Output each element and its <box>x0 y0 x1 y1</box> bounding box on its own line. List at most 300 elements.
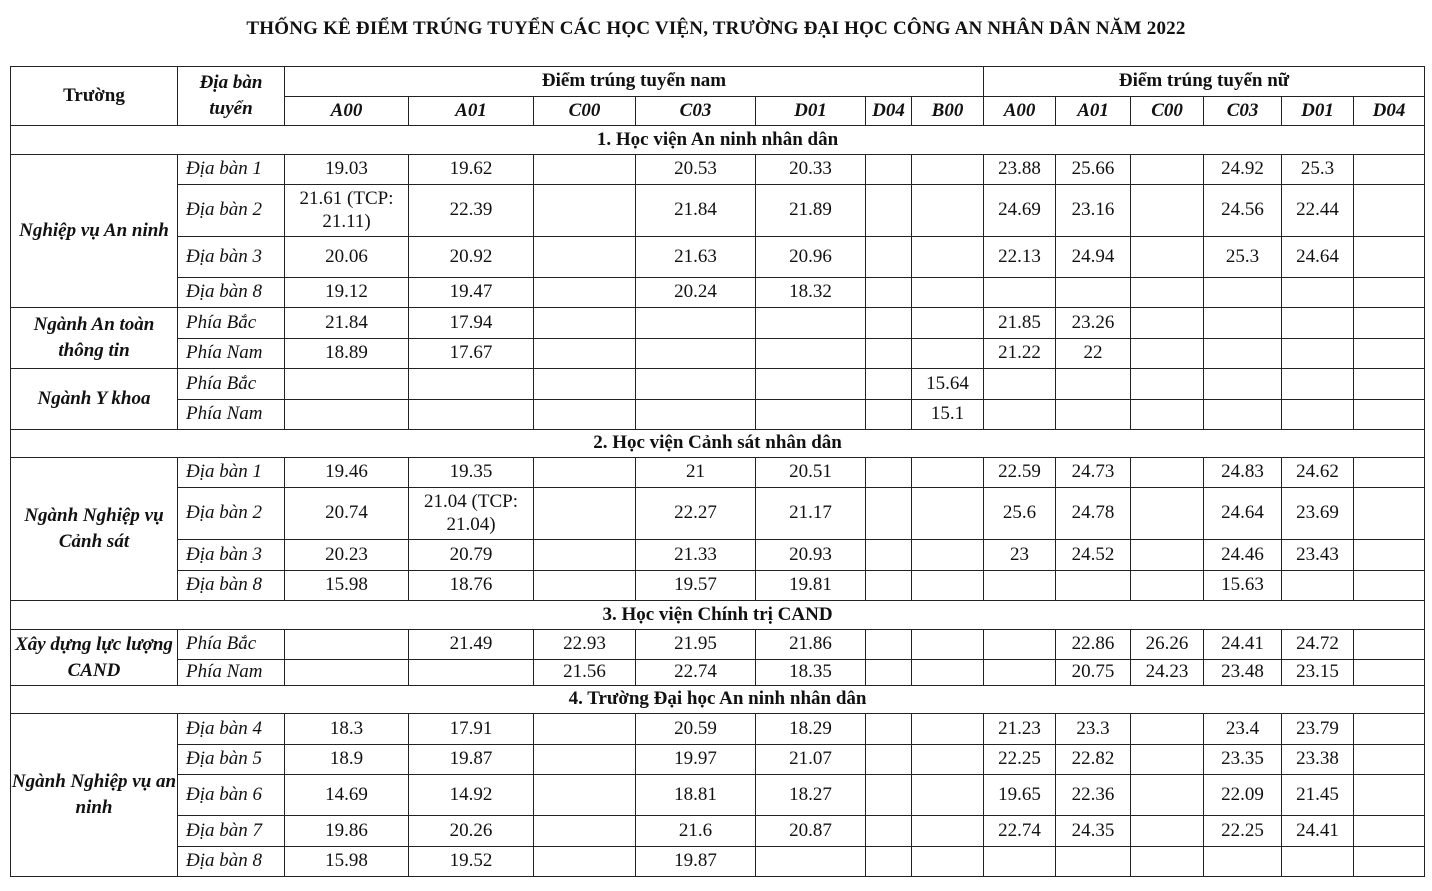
table-row <box>11 308 1425 339</box>
page-title: THỐNG KÊ ĐIỂM TRÚNG TUYỂN CÁC HỌC VIỆN, TRƯỜNG ĐẠI HỌC CÔNG AN NHÂN DÂN NĂM 2022 <box>246 18 1186 39</box>
male-score-cell: 21.33 <box>636 540 756 571</box>
female-score-cell <box>1282 847 1354 877</box>
male-score-cell: 18.76 <box>409 571 534 601</box>
female-score-cell: 24.92 <box>1204 155 1282 185</box>
region-cell: Địa bàn 3 <box>178 540 285 571</box>
female-score-cell <box>1131 571 1204 601</box>
table-row <box>11 540 1425 571</box>
table-row <box>11 745 1425 775</box>
male-score-cell <box>912 714 984 745</box>
female-score-cell <box>1204 400 1282 430</box>
female-score-cell: 25.3 <box>1204 237 1282 278</box>
female-score-cell: 23.88 <box>984 155 1056 185</box>
male-score-cell: 20.74 <box>285 488 409 540</box>
female-score-cell <box>1131 745 1204 775</box>
male-score-cell: 19.57 <box>636 571 756 601</box>
female-score-cell: 22.13 <box>984 237 1056 278</box>
male-score-cell <box>866 540 912 571</box>
table-row <box>11 571 1425 601</box>
school-name-cell: Ngành An toàn thông tin <box>11 308 178 369</box>
table-row <box>11 185 1425 237</box>
table-row <box>11 816 1425 847</box>
male-score-cell <box>866 775 912 816</box>
female-score-cell <box>1056 400 1131 430</box>
female-score-cell <box>1354 488 1425 540</box>
table-row <box>11 630 1425 660</box>
female-score-cell: 23.48 <box>1204 660 1282 686</box>
male-score-cell <box>912 660 984 686</box>
male-score-cell <box>534 458 636 488</box>
male-score-cell: 19.87 <box>636 847 756 877</box>
table-row <box>11 369 1425 400</box>
female-score-cell: 22.09 <box>1204 775 1282 816</box>
male-score-cell <box>756 308 866 339</box>
region-cell: Phía Bắc <box>178 369 285 400</box>
male-score-cell: 20.87 <box>756 816 866 847</box>
table-row <box>11 278 1425 308</box>
female-score-cell <box>1131 714 1204 745</box>
female-score-cell: 25.66 <box>1056 155 1131 185</box>
region-cell: Phía Bắc <box>178 308 285 339</box>
male-subject-code-header: D04 <box>866 97 912 126</box>
female-score-cell <box>1282 571 1354 601</box>
female-score-cell <box>1354 400 1425 430</box>
male-score-cell: 17.94 <box>409 308 534 339</box>
female-score-cell: 25.3 <box>1282 155 1354 185</box>
male-score-cell <box>534 185 636 237</box>
male-subject-code-header: C03 <box>636 97 756 126</box>
male-scores-header: Điểm trúng tuyển nam <box>285 67 984 97</box>
female-score-cell: 22.59 <box>984 458 1056 488</box>
female-score-cell: 22.25 <box>984 745 1056 775</box>
table-row <box>11 237 1425 278</box>
table-row <box>11 775 1425 816</box>
male-score-cell <box>912 816 984 847</box>
male-score-cell: 15.98 <box>285 571 409 601</box>
male-score-cell: 18.3 <box>285 714 409 745</box>
female-score-cell: 23 <box>984 540 1056 571</box>
male-score-cell: 20.93 <box>756 540 866 571</box>
table-row <box>11 847 1425 877</box>
region-cell: Địa bàn 8 <box>178 278 285 308</box>
female-score-cell <box>1131 775 1204 816</box>
female-score-cell <box>1131 458 1204 488</box>
male-score-cell: 20.51 <box>756 458 866 488</box>
region-cell: Phía Bắc <box>178 630 285 660</box>
female-score-cell: 24.69 <box>984 185 1056 237</box>
female-score-cell <box>1354 714 1425 745</box>
male-score-cell <box>866 714 912 745</box>
female-score-cell <box>1131 847 1204 877</box>
male-score-cell <box>912 571 984 601</box>
section-title: 2. Học viện Cảnh sát nhân dân <box>11 430 1425 458</box>
male-score-cell <box>866 847 912 877</box>
male-score-cell <box>866 571 912 601</box>
female-score-cell <box>1204 369 1282 400</box>
male-score-cell <box>912 155 984 185</box>
male-score-cell: 19.81 <box>756 571 866 601</box>
female-score-cell <box>1131 488 1204 540</box>
region-cell: Phía Nam <box>178 660 285 686</box>
male-score-cell <box>409 369 534 400</box>
male-score-cell <box>866 400 912 430</box>
region-cell: Địa bàn 7 <box>178 816 285 847</box>
male-score-cell <box>534 369 636 400</box>
female-score-cell: 23.15 <box>1282 660 1354 686</box>
female-score-cell: 26.26 <box>1131 630 1204 660</box>
region-cell: Địa bàn 3 <box>178 237 285 278</box>
female-score-cell: 22.25 <box>1204 816 1282 847</box>
male-score-cell: 18.9 <box>285 745 409 775</box>
male-score-cell <box>534 847 636 877</box>
female-score-cell: 24.78 <box>1056 488 1131 540</box>
male-score-cell <box>866 816 912 847</box>
male-score-cell <box>409 400 534 430</box>
female-score-cell: 24.52 <box>1056 540 1131 571</box>
male-score-cell <box>866 308 912 339</box>
female-score-cell: 23.38 <box>1282 745 1354 775</box>
female-subject-code-header: C00 <box>1131 97 1204 126</box>
male-score-cell <box>534 816 636 847</box>
female-score-cell <box>1354 278 1425 308</box>
male-score-cell <box>912 775 984 816</box>
region-cell: Địa bàn 2 <box>178 488 285 540</box>
male-score-cell <box>866 630 912 660</box>
table-row <box>11 488 1425 540</box>
female-score-cell: 23.3 <box>1056 714 1131 745</box>
female-score-cell <box>1204 278 1282 308</box>
female-subject-code-header: C03 <box>1204 97 1282 126</box>
female-score-cell <box>1282 308 1354 339</box>
male-score-cell: 21.84 <box>636 185 756 237</box>
female-score-cell <box>1204 847 1282 877</box>
female-score-cell: 24.73 <box>1056 458 1131 488</box>
female-score-cell <box>1354 816 1425 847</box>
male-score-cell: 21.07 <box>756 745 866 775</box>
female-score-cell <box>984 630 1056 660</box>
section-title: 1. Học viện An ninh nhân dân <box>11 126 1425 155</box>
female-score-cell <box>1056 847 1131 877</box>
region-cell: Địa bàn 8 <box>178 847 285 877</box>
male-score-cell: 20.24 <box>636 278 756 308</box>
female-score-cell <box>984 847 1056 877</box>
male-score-cell <box>756 400 866 430</box>
female-score-cell: 24.41 <box>1204 630 1282 660</box>
male-score-cell: 22.39 <box>409 185 534 237</box>
female-score-cell <box>1354 630 1425 660</box>
female-score-cell <box>1354 745 1425 775</box>
female-score-cell: 24.72 <box>1282 630 1354 660</box>
male-score-cell <box>866 745 912 775</box>
male-score-cell <box>866 458 912 488</box>
male-score-cell: 21.04 (TCP: 21.04) <box>409 488 534 540</box>
male-score-cell: 18.35 <box>756 660 866 686</box>
female-score-cell: 21.22 <box>984 339 1056 369</box>
female-score-cell <box>1354 155 1425 185</box>
male-score-cell <box>866 155 912 185</box>
female-score-cell: 22.86 <box>1056 630 1131 660</box>
female-score-cell: 24.83 <box>1204 458 1282 488</box>
male-score-cell: 20.53 <box>636 155 756 185</box>
region-cell: Địa bàn 1 <box>178 155 285 185</box>
male-score-cell <box>285 400 409 430</box>
female-score-cell <box>1131 185 1204 237</box>
male-score-cell <box>912 540 984 571</box>
female-score-cell: 24.64 <box>1204 488 1282 540</box>
male-subject-code-header: A01 <box>409 97 534 126</box>
female-score-cell <box>1131 369 1204 400</box>
female-score-cell: 24.64 <box>1282 237 1354 278</box>
male-score-cell: 18.29 <box>756 714 866 745</box>
female-score-cell: 23.69 <box>1282 488 1354 540</box>
admission-scores-table <box>10 66 1425 877</box>
male-score-cell: 20.96 <box>756 237 866 278</box>
male-score-cell: 19.12 <box>285 278 409 308</box>
female-score-cell: 24.41 <box>1282 816 1354 847</box>
male-score-cell <box>912 237 984 278</box>
female-score-cell <box>1354 458 1425 488</box>
male-score-cell: 18.81 <box>636 775 756 816</box>
region-cell: Phía Nam <box>178 339 285 369</box>
female-score-cell <box>1282 278 1354 308</box>
female-subject-code-header: D01 <box>1282 97 1354 126</box>
male-score-cell: 15.64 <box>912 369 984 400</box>
male-score-cell <box>912 745 984 775</box>
female-score-cell: 25.6 <box>984 488 1056 540</box>
male-score-cell: 21.56 <box>534 660 636 686</box>
female-score-cell <box>1131 278 1204 308</box>
table-row <box>11 400 1425 430</box>
female-score-cell <box>1354 185 1425 237</box>
female-score-cell <box>1354 339 1425 369</box>
male-score-cell <box>534 775 636 816</box>
region-cell: Địa bàn 5 <box>178 745 285 775</box>
male-score-cell: 22.74 <box>636 660 756 686</box>
male-score-cell <box>285 660 409 686</box>
female-score-cell <box>1131 540 1204 571</box>
male-score-cell: 21.61 (TCP: 21.11) <box>285 185 409 237</box>
male-score-cell: 15.1 <box>912 400 984 430</box>
male-score-cell <box>756 847 866 877</box>
female-score-cell <box>1354 308 1425 339</box>
table-row <box>11 458 1425 488</box>
male-score-cell <box>912 308 984 339</box>
female-score-cell <box>1354 540 1425 571</box>
male-score-cell: 17.67 <box>409 339 534 369</box>
female-score-cell <box>1354 369 1425 400</box>
region-cell: Địa bàn 2 <box>178 185 285 237</box>
female-score-cell: 21.45 <box>1282 775 1354 816</box>
female-score-cell <box>1131 339 1204 369</box>
female-score-cell <box>1354 775 1425 816</box>
male-score-cell: 20.92 <box>409 237 534 278</box>
male-score-cell <box>912 847 984 877</box>
male-score-cell <box>912 339 984 369</box>
male-subject-code-header: B00 <box>912 97 984 126</box>
male-score-cell <box>285 369 409 400</box>
female-subject-code-header: A00 <box>984 97 1056 126</box>
female-score-cell <box>1282 400 1354 430</box>
female-score-cell <box>984 571 1056 601</box>
male-score-cell: 22.27 <box>636 488 756 540</box>
male-score-cell: 21.86 <box>756 630 866 660</box>
male-score-cell <box>636 369 756 400</box>
male-score-cell: 19.46 <box>285 458 409 488</box>
section-title: 4. Trường Đại học An ninh nhân dân <box>11 686 1425 714</box>
female-score-cell: 22 <box>1056 339 1131 369</box>
male-score-cell <box>866 488 912 540</box>
female-score-cell <box>1131 237 1204 278</box>
region-cell: Địa bàn 4 <box>178 714 285 745</box>
female-score-cell <box>1056 369 1131 400</box>
female-score-cell <box>1354 847 1425 877</box>
female-score-cell <box>1354 237 1425 278</box>
male-score-cell: 18.89 <box>285 339 409 369</box>
female-score-cell <box>1204 308 1282 339</box>
male-score-cell <box>534 308 636 339</box>
male-score-cell <box>912 185 984 237</box>
school-name-cell: Ngành Y khoa <box>11 369 178 430</box>
male-score-cell: 15.98 <box>285 847 409 877</box>
female-score-cell <box>1282 339 1354 369</box>
female-subject-code-header: A01 <box>1056 97 1131 126</box>
female-score-cell <box>984 278 1056 308</box>
region-cell: Địa bàn 8 <box>178 571 285 601</box>
table-row <box>11 155 1425 185</box>
female-score-cell <box>1131 816 1204 847</box>
table-row <box>11 714 1425 745</box>
male-score-cell <box>866 237 912 278</box>
male-score-cell: 20.06 <box>285 237 409 278</box>
male-score-cell: 21.6 <box>636 816 756 847</box>
female-score-cell: 20.75 <box>1056 660 1131 686</box>
school-name-cell: Ngành Nghiệp vụ an ninh <box>11 714 178 877</box>
male-score-cell <box>534 488 636 540</box>
female-score-cell: 24.23 <box>1131 660 1204 686</box>
male-score-cell <box>534 540 636 571</box>
male-score-cell <box>285 630 409 660</box>
female-score-cell <box>1131 308 1204 339</box>
school-name-cell: Ngành Nghiệp vụ Cảnh sát <box>11 458 178 601</box>
region-cell: Địa bàn 6 <box>178 775 285 816</box>
female-score-cell: 22.82 <box>1056 745 1131 775</box>
male-score-cell: 14.69 <box>285 775 409 816</box>
male-score-cell <box>534 745 636 775</box>
female-score-cell <box>984 400 1056 430</box>
male-score-cell: 14.92 <box>409 775 534 816</box>
male-score-cell: 21 <box>636 458 756 488</box>
female-score-cell: 21.85 <box>984 308 1056 339</box>
table-row <box>11 660 1425 686</box>
male-score-cell: 19.97 <box>636 745 756 775</box>
male-score-cell: 21.49 <box>409 630 534 660</box>
male-score-cell <box>534 400 636 430</box>
male-score-cell: 21.17 <box>756 488 866 540</box>
female-score-cell: 24.46 <box>1204 540 1282 571</box>
male-subject-code-header: A00 <box>285 97 409 126</box>
female-score-cell <box>1204 339 1282 369</box>
female-score-cell: 23.35 <box>1204 745 1282 775</box>
female-score-cell <box>1131 155 1204 185</box>
female-score-cell: 22.74 <box>984 816 1056 847</box>
region-header: Địa bàn tuyển <box>178 67 285 126</box>
male-score-cell <box>756 339 866 369</box>
male-score-cell: 18.32 <box>756 278 866 308</box>
female-score-cell <box>1354 660 1425 686</box>
female-score-cell: 21.23 <box>984 714 1056 745</box>
region-cell: Địa bàn 1 <box>178 458 285 488</box>
school-name-cell: Nghiệp vụ An ninh <box>11 155 178 308</box>
female-score-cell: 22.36 <box>1056 775 1131 816</box>
school-header: Trường <box>11 67 178 126</box>
section-title: 3. Học viện Chính trị CAND <box>11 601 1425 630</box>
female-score-cell <box>1282 369 1354 400</box>
male-score-cell: 20.59 <box>636 714 756 745</box>
male-score-cell: 21.63 <box>636 237 756 278</box>
male-score-cell <box>866 185 912 237</box>
male-score-cell <box>866 339 912 369</box>
male-score-cell: 20.33 <box>756 155 866 185</box>
male-score-cell <box>636 308 756 339</box>
male-score-cell: 20.26 <box>409 816 534 847</box>
female-score-cell: 23.4 <box>1204 714 1282 745</box>
female-score-cell: 19.65 <box>984 775 1056 816</box>
male-score-cell <box>636 400 756 430</box>
male-subject-code-header: D01 <box>756 97 866 126</box>
male-score-cell <box>912 630 984 660</box>
female-score-cell: 22.44 <box>1282 185 1354 237</box>
female-score-cell <box>1056 571 1131 601</box>
male-score-cell: 20.79 <box>409 540 534 571</box>
female-score-cell: 24.56 <box>1204 185 1282 237</box>
female-score-cell: 23.79 <box>1282 714 1354 745</box>
table-row <box>11 339 1425 369</box>
female-score-cell: 24.35 <box>1056 816 1131 847</box>
male-score-cell: 19.47 <box>409 278 534 308</box>
male-score-cell: 19.35 <box>409 458 534 488</box>
male-score-cell: 21.95 <box>636 630 756 660</box>
male-score-cell <box>756 369 866 400</box>
female-score-cell <box>984 369 1056 400</box>
male-score-cell <box>534 339 636 369</box>
female-score-cell <box>984 660 1056 686</box>
male-score-cell: 20.23 <box>285 540 409 571</box>
female-score-cell: 23.16 <box>1056 185 1131 237</box>
male-score-cell <box>912 278 984 308</box>
female-score-cell: 24.62 <box>1282 458 1354 488</box>
male-score-cell: 19.03 <box>285 155 409 185</box>
male-score-cell: 19.52 <box>409 847 534 877</box>
male-score-cell: 21.84 <box>285 308 409 339</box>
male-score-cell <box>636 339 756 369</box>
region-cell: Phía Nam <box>178 400 285 430</box>
male-score-cell <box>534 155 636 185</box>
male-score-cell: 22.93 <box>534 630 636 660</box>
male-score-cell: 21.89 <box>756 185 866 237</box>
male-score-cell <box>409 660 534 686</box>
male-score-cell <box>866 660 912 686</box>
school-name-cell: Xây dựng lực lượng CAND <box>11 630 178 686</box>
male-score-cell: 17.91 <box>409 714 534 745</box>
male-subject-code-header: C00 <box>534 97 636 126</box>
male-score-cell <box>866 278 912 308</box>
female-score-cell: 23.43 <box>1282 540 1354 571</box>
male-score-cell <box>534 278 636 308</box>
male-score-cell: 18.27 <box>756 775 866 816</box>
male-score-cell <box>912 458 984 488</box>
male-score-cell <box>534 714 636 745</box>
male-score-cell: 19.62 <box>409 155 534 185</box>
